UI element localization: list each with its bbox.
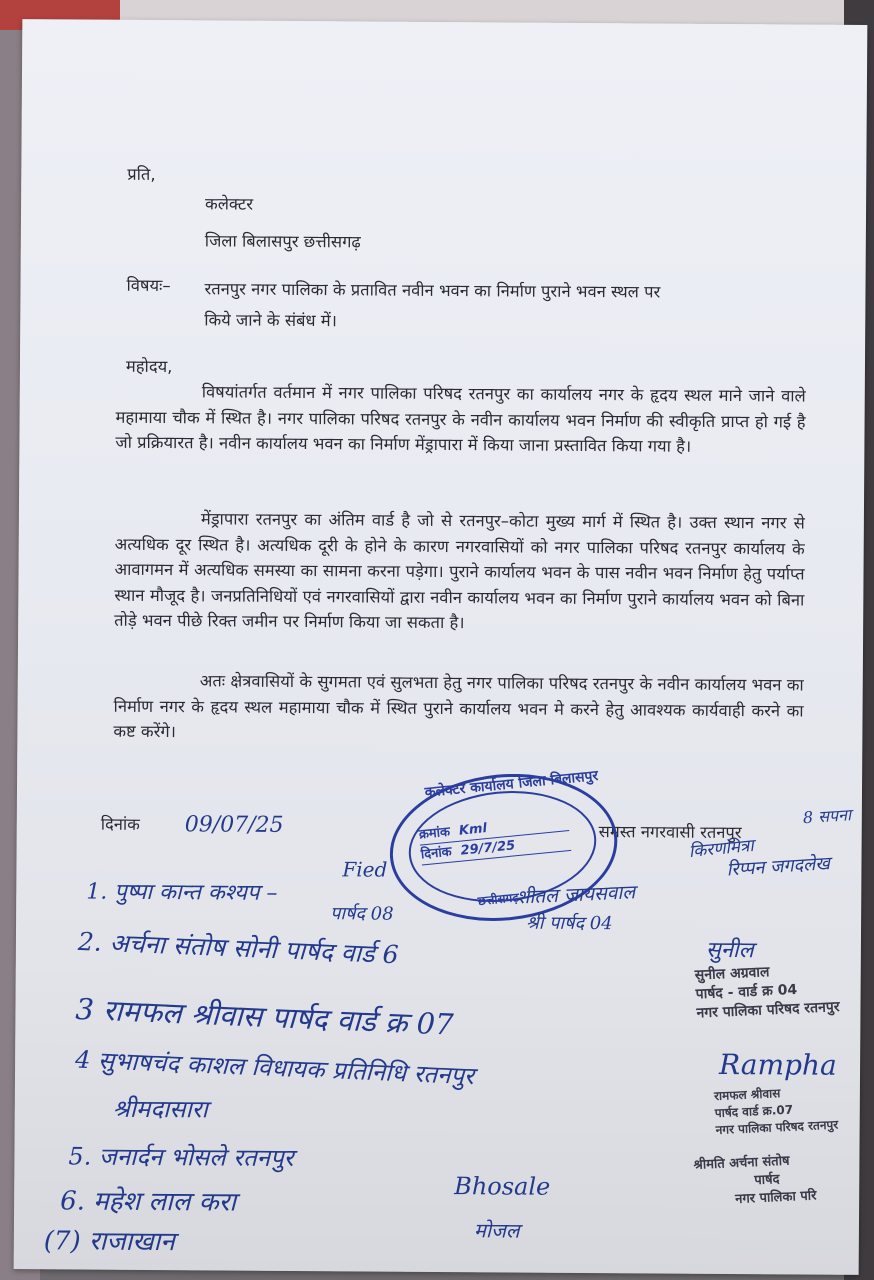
handwritten-line-7: (7) राजाखान (43, 1226, 175, 1258)
seal-kramank-value: Kml (458, 821, 488, 839)
signature-bottom: मोजल (473, 1218, 520, 1243)
handwritten-line-5: 5. जनार्दन भोसले रतनपुर (68, 1142, 294, 1172)
handwritten-line-3: 3 रामफल श्रीवास पार्षद वार्ड क्र 07 (74, 991, 455, 1042)
signature-mid-right: शीतल जायसवाल (515, 881, 636, 909)
paragraph-3: अतः क्षेत्रवासियों के सुगमता एवं सुलभता हेतु नगर पालिका परिषद रतनपुर के नवीन कार्यालय भवन का निर्माण नगर के हृदय स्थल महामाया चौक में स्थित पुराने कार्यालय भवन मे करने हेतु आवश्यक कार्यवाही करने का कष्ट करेंगे। (113, 671, 804, 742)
signature-sunil: सुनील (705, 937, 754, 964)
seal-top-text: कलेक्टर कार्यालय जिला बिलासपुर (424, 767, 599, 801)
handwritten-line-6: 6. महेश लाल करा (60, 1186, 237, 1218)
salutation: महोदय, (125, 356, 173, 377)
signature-mid-left: Fied (342, 857, 388, 882)
stamp-archana-santosh: श्रीमति अर्चना संतोष पार्षद नगर पालिका परि (693, 1153, 817, 1208)
paragraph-2: मेंड्रापारा रतनपुर का अंतिम वार्ड है जो से रतनपुर–कोटा मुख्य मार्ग में स्थित है। उक्त स्थान नगर से अत्यधिक दूर स्थित है। अत्यधिक दूरी के होने के कारण नगरवासियों को नगर पालिका परिषद रतनपुर कार्यालय के आवागमन में अत्यधिक समस्या का सामना करना पड़ेगा। पुराने कार्यालय भवन के पास नवीन भवन निर्माण हेतु पर्याप्त स्थान मौजूद है। जनप्रतिनिधियों एवं नगरवासियों द्वारा नवीन कार्यालय भवन का निर्माण पुराने कार्यालय भवन को बिना तोड़े भवन पीछे रिक्त जमीन पर निर्माण किया जा सकता है। (114, 509, 805, 633)
signature-bhosale: Bhosale (454, 1172, 551, 1201)
signature-rampha: Rampha (718, 1047, 837, 1082)
subject-line-1: रतनपुर नगर पालिका के प्रतावित नवीन भवन का निर्माण पुराने भवन स्थल पर (204, 279, 661, 302)
addressee-title: कलेक्टर (205, 194, 254, 214)
seal-bottom-text: छत्तीसगढ़ (477, 890, 520, 909)
stamp-sunil-agrawal: सुनील अग्रवाल पार्षद - वार्ड क्र 04 नगर पालिका परिषद रतनपुर (694, 964, 840, 1022)
handwritten-line-1b: पार्षद 08 (330, 903, 394, 925)
handwritten-line-4: 4 सुभाषचंद काशल विधायक प्रतिनिधि रतनपुर (74, 1045, 475, 1091)
seal-kramank-label: क्रमांक (418, 824, 451, 843)
signature-top-right-1: 8 सपना (802, 805, 852, 828)
signatory-line: समस्त नगरवासी रतनपुर (598, 822, 742, 843)
handwritten-line-4b: श्रीमदासारा (112, 1094, 208, 1124)
signature-top-right-3: रिप्पन जगदलेख (725, 853, 831, 881)
handwritten-line-1: 1. पुष्पा कान्त कश्यप – (86, 879, 278, 906)
paragraph-1: विषयांतर्गत वर्तमान में नगर पालिका परिषद रतनपुर का कार्यालय नगर के हृदय स्थल माने जाने वाले महामाया चौक में स्थित है। नगर पालिका परिषद रतनपुर के नवीन कार्यालय भवन निर्माण की स्वीकृति प्राप्त हो गई है जो प्रक्रियारत है। नवीन कार्यालय भवन का निर्माण मेंड्रापारा में किया जाना प्रस्तावित किया गया है। (115, 382, 806, 456)
addressee-district: जिला बिलासपुर छत्तीसगढ़ (204, 231, 361, 252)
signature-top-right-2: किरणमित्रा (687, 835, 755, 863)
date-label: दिनांक (100, 814, 140, 834)
handwritten-line-2: 2. अर्चना संतोष सोनी पार्षद वार्ड 6 (77, 926, 400, 970)
seal-dinank-label: दिनांक (420, 844, 453, 863)
prati-label: प्रति, (127, 164, 156, 184)
letter-paper (14, 19, 868, 1275)
stamp-ramphal-shrivas: रामफल श्रीवास पार्षद वार्ड क्र.07 नगर पालिका परिषद रतनपुर (713, 1086, 839, 1138)
subject-line-2: किये जाने के संबंध में। (204, 310, 338, 331)
signature-mid-right-2: श्री पार्षद 04 (526, 912, 613, 935)
seal-dinank-value: 29/7/25 (459, 838, 516, 859)
date-value: 09/07/25 (184, 812, 284, 838)
subject-label: विषयः– (126, 275, 171, 296)
